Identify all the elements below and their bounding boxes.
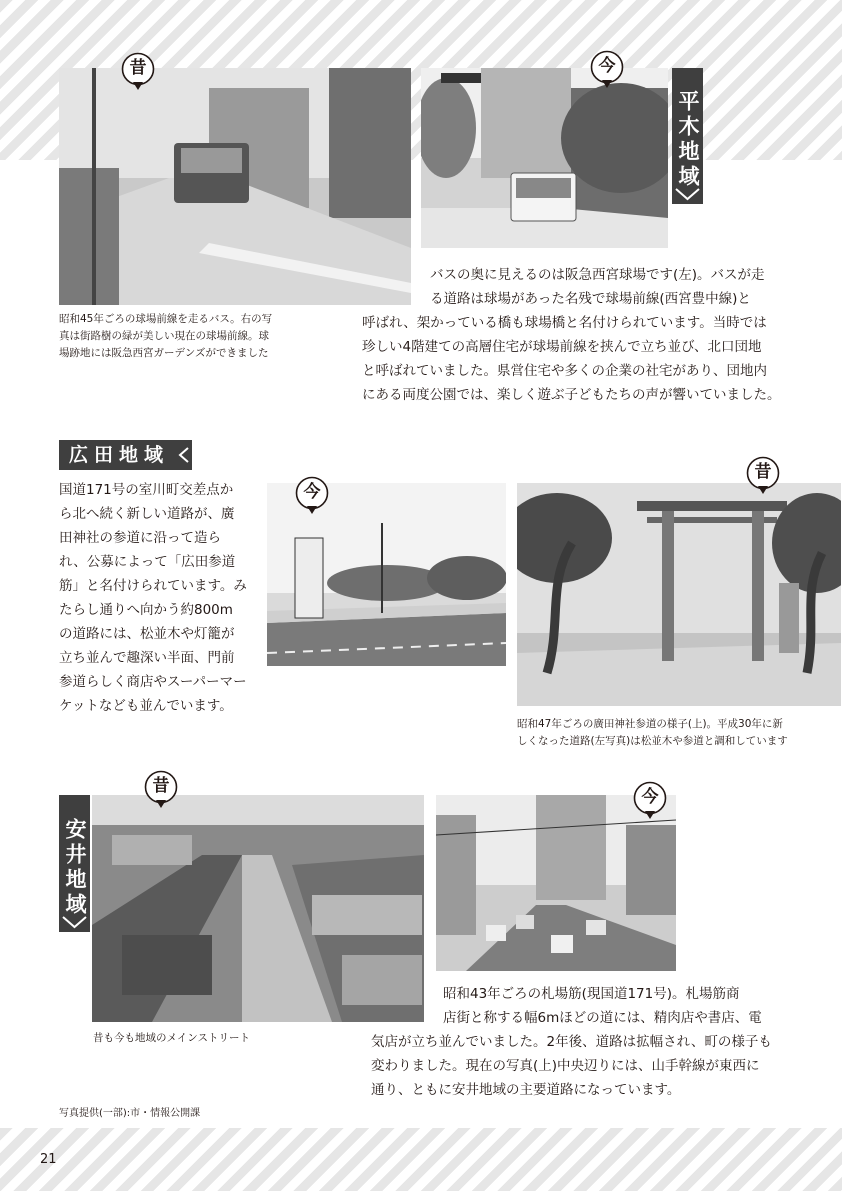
body-line: 気店が立ち並んでいました。2年後、道路は拡幅され、町の様子も <box>371 1034 772 1050</box>
caption-line: 真は街路樹の緑が美しい現在の球場前線。球 <box>59 330 269 342</box>
caption-hiraki <box>59 311 359 362</box>
section-label-hirota <box>59 440 192 470</box>
section-label-hirota-text: 広田地域 <box>69 444 170 466</box>
body-line: 店街と称する幅6mほどの道には、精肉店や書店、電 <box>443 1010 762 1026</box>
body-line: にある両度公園では、楽しく遊ぶ子どもたちの声が響いていました。 <box>362 387 781 403</box>
body-line: 国道171号の室川町交差点か <box>59 482 234 498</box>
photo-hirota-old-shrine <box>517 483 841 706</box>
marker-now-text: 今 <box>641 787 659 807</box>
caption-line: 昭和45年ごろの球場前線を走るバス。右の写 <box>59 313 273 325</box>
section-label-hiraki <box>672 68 703 204</box>
chevron-left-icon <box>178 446 190 464</box>
marker-old-text: 昔 <box>152 776 170 796</box>
caption-line: 場跡地には阪急西宮ガーデンズができました <box>59 347 269 359</box>
caption-line: 昔も今も地域のメインストリート <box>93 1032 250 1044</box>
marker-old-hiraki <box>121 52 155 92</box>
marker-now-text: 今 <box>303 482 321 502</box>
body-hirota <box>59 478 249 718</box>
body-line: る道路は球場があった名残で球場前線(西宮豊中線)と <box>430 291 751 307</box>
marker-old-yasui <box>144 770 178 810</box>
photo-hiraki-old-bus <box>59 68 411 305</box>
caption-hirota <box>517 716 837 750</box>
section-label-yasui-text: 安井地域 <box>63 817 87 918</box>
marker-old-text: 昔 <box>129 58 147 78</box>
body-line: れ、公募によって「広田参道 <box>59 554 236 570</box>
page-number: 21 <box>40 1152 57 1167</box>
body-line: ケットなども並んでいます。 <box>59 698 233 714</box>
caption-line: 昭和47年ごろの廣田神社参道の様子(上)。平成30年に新 <box>517 718 783 730</box>
body-line: の道路には、松並木や灯籠が <box>59 626 235 642</box>
caption-line: しくなった道路(左写真)は松並木や参道と調和しています <box>517 735 788 747</box>
body-line: と呼ばれていました。県営住宅や多くの企業の社宅があり、団地内 <box>362 363 767 379</box>
body-line: 参道らしく商店やスーパーマー <box>59 674 247 690</box>
photo-hiraki-now-bus <box>421 68 668 248</box>
body-line: バスの奥に見えるのは阪急西宮球場です(左)。バスが走 <box>430 267 765 283</box>
body-line: ら北へ続く新しい道路が、廣 <box>59 506 235 522</box>
bottom-stripe-band <box>0 1128 842 1191</box>
marker-now-yasui <box>633 781 667 821</box>
marker-now-hiraki <box>590 50 624 90</box>
body-line: 昭和43年ごろの札場筋(現国道171号)。札場筋商 <box>443 986 740 1002</box>
marker-old-text: 昔 <box>754 462 772 482</box>
marker-now-hirota <box>295 476 329 516</box>
marker-now-text: 今 <box>598 56 616 76</box>
body-line: 珍しい4階建ての高層住宅が球場前線を挟んで立ち並び、北口団地 <box>362 339 762 355</box>
body-yasui <box>371 982 801 1102</box>
section-label-yasui <box>59 795 90 932</box>
body-hiraki <box>362 263 802 407</box>
body-line: 筋」と名付けられています。み <box>59 578 247 594</box>
body-line: 通り、ともに安井地域の主要道路になっています。 <box>371 1082 681 1098</box>
body-line: 呼ばれ、架かっている橋も球場橋と名付けられています。当時では <box>362 315 767 331</box>
body-line: たらし通りへ向かう約800m <box>59 602 233 618</box>
chevron-down-icon <box>672 187 703 201</box>
chevron-down-icon <box>59 915 90 929</box>
marker-old-hirota <box>746 456 780 496</box>
body-line: 変わりました。現在の写真(上)中央辺りには、山手幹線が東西に <box>371 1058 760 1074</box>
body-line: 田神社の参道に沿って造ら <box>59 530 221 546</box>
section-label-hiraki-text: 平木地域 <box>676 90 700 190</box>
photo-yasui-now-street <box>436 795 676 971</box>
photo-credit: 写真提供(一部):市・情報公開課 <box>59 1108 201 1119</box>
body-line: 立ち並んで趣深い半面、門前 <box>59 650 235 666</box>
caption-yasui <box>93 1030 393 1047</box>
